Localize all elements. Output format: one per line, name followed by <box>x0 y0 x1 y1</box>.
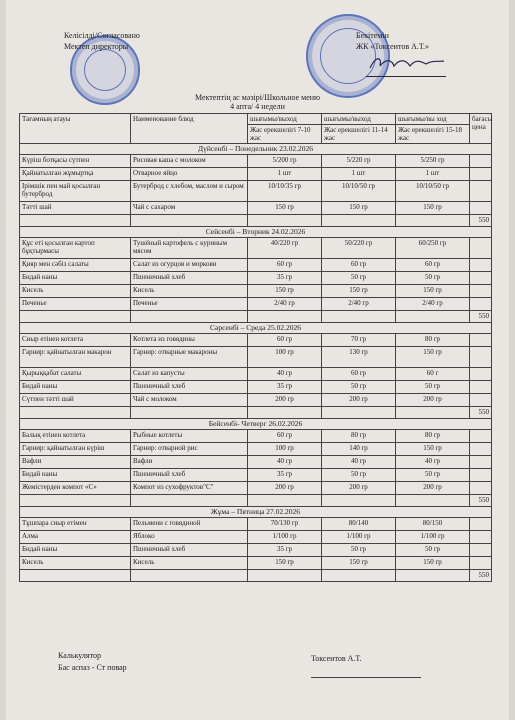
price-cell <box>470 347 492 368</box>
dish-name-ru: Гарнир: отварной рис <box>131 443 248 456</box>
portion-7-10: 150 гр <box>248 202 322 215</box>
dish-name-ru: Пшеничный хлеб <box>131 544 248 557</box>
price-cell <box>470 557 492 570</box>
empty-cell <box>20 570 131 582</box>
portion-11-14: 200 гр <box>322 394 396 407</box>
table-row <box>20 531 492 544</box>
portion-15-18: 50 гр <box>396 272 470 285</box>
portion-11-14: 1/100 гр <box>322 531 396 544</box>
portion-15-18: 5/250 гр <box>396 155 470 168</box>
total-row <box>20 495 492 507</box>
dish-name-ru: Рыбные котлеты <box>131 430 248 443</box>
portion-15-18: 10/10/50 гр <box>396 181 470 202</box>
dish-name-kz: Қияр мен сәбіз салаты <box>20 259 131 272</box>
document-title <box>6 93 509 111</box>
dish-name-ru: Чай с сахаром <box>131 202 248 215</box>
empty-cell <box>131 215 248 227</box>
portion-7-10: 10/10/35 гр <box>248 181 322 202</box>
dish-name-kz: Бидай наны <box>20 469 131 482</box>
menu-table <box>19 113 492 582</box>
dish-name-kz: Кисель <box>20 557 131 570</box>
portion-11-14: 150 гр <box>322 557 396 570</box>
price-cell <box>470 155 492 168</box>
table-row <box>20 381 492 394</box>
total-row <box>20 570 492 582</box>
portion-7-10: 200 гр <box>248 394 322 407</box>
header-output-1: шығымы/выход <box>248 114 322 125</box>
table-row <box>20 557 492 570</box>
dish-name-ru: Кисель <box>131 285 248 298</box>
portion-15-18: 150 гр <box>396 443 470 456</box>
dish-name-kz: Тұшпара сиыр етімен <box>20 518 131 531</box>
portion-11-14: 60 гр <box>322 259 396 272</box>
dish-name-kz: Сүтпен тәтті шай <box>20 394 131 407</box>
empty-cell <box>248 215 322 227</box>
portion-7-10: 60 гр <box>248 259 322 272</box>
portion-15-18: 50 гр <box>396 544 470 557</box>
portion-7-10: 35 гр <box>248 544 322 557</box>
table-row <box>20 285 492 298</box>
empty-cell <box>248 311 322 323</box>
table-row <box>20 368 492 381</box>
empty-cell <box>396 495 470 507</box>
portion-15-18: 150 гр <box>396 557 470 570</box>
day-total-price: 550 <box>470 311 492 323</box>
portion-15-18: 50 гр <box>396 381 470 394</box>
header-age-1: Жас ерекшелігі 7-10 жас <box>248 125 322 144</box>
table-row <box>20 202 492 215</box>
price-cell <box>470 544 492 557</box>
empty-cell <box>20 215 131 227</box>
portion-15-18: 200 гр <box>396 394 470 407</box>
dish-name-ru: Рисовая каша с молоком <box>131 155 248 168</box>
header-output-2: шығымы/выход <box>322 114 396 125</box>
dish-name-ru: Печенье <box>131 298 248 311</box>
price-cell <box>470 430 492 443</box>
table-row <box>20 347 492 368</box>
price-cell <box>470 469 492 482</box>
price-cell <box>470 334 492 347</box>
chef-label: Бас аспаз - Ст повар <box>58 663 127 672</box>
price-cell <box>470 238 492 259</box>
dish-name-kz: Тәтті шай <box>20 202 131 215</box>
empty-cell <box>322 311 396 323</box>
portion-7-10: 40 гр <box>248 368 322 381</box>
day-title: Сейсенбі – Вторник 24.02.2026 <box>20 227 492 238</box>
dish-name-ru: Отварное яйцо <box>131 168 248 181</box>
price-cell <box>470 368 492 381</box>
dish-name-ru: Кисель <box>131 557 248 570</box>
menu-sheet <box>6 0 509 720</box>
dish-name-ru: Гарнир: отварные макароны <box>131 347 248 368</box>
empty-cell <box>248 407 322 419</box>
day-total-price: 550 <box>470 215 492 227</box>
portion-7-10: 35 гр <box>248 469 322 482</box>
header-age-3: Жас ерекшелігі 15-18 жас <box>396 125 470 144</box>
day-header-row <box>20 419 492 430</box>
portion-7-10: 200 гр <box>248 482 322 495</box>
day-header-row <box>20 507 492 518</box>
day-title: Бейсенбі- Четверг 26.02.2026 <box>20 419 492 430</box>
approved-block <box>356 30 429 52</box>
table-row <box>20 544 492 557</box>
day-header-row <box>20 144 492 155</box>
empty-cell <box>131 407 248 419</box>
empty-cell <box>248 495 322 507</box>
portion-15-18: 1/100 гр <box>396 531 470 544</box>
portion-15-18: 40 гр <box>396 456 470 469</box>
portion-11-14: 70 гр <box>322 334 396 347</box>
dish-name-kz: Ірімшік пен май қосылған бутерброд <box>20 181 131 202</box>
portion-15-18: 80 гр <box>396 430 470 443</box>
price-cell <box>470 272 492 285</box>
portion-7-10: 1/100 гр <box>248 531 322 544</box>
portion-11-14: 50 гр <box>322 381 396 394</box>
portion-7-10: 40 гр <box>248 456 322 469</box>
empty-cell <box>322 407 396 419</box>
signature <box>366 58 446 77</box>
price-cell <box>470 381 492 394</box>
table-row <box>20 482 492 495</box>
portion-15-18: 60 г <box>396 368 470 381</box>
empty-cell <box>20 407 131 419</box>
portion-11-14: 140 гр <box>322 443 396 456</box>
footer-signature-line <box>311 677 421 678</box>
empty-cell <box>396 311 470 323</box>
price-cell <box>470 531 492 544</box>
portion-11-14: 150 гр <box>322 202 396 215</box>
title-line-1: Мектептің ас мәзірі/Школьное меню <box>194 93 321 102</box>
total-row <box>20 215 492 227</box>
portion-11-14: 130 гр <box>322 347 396 368</box>
dish-name-ru: Вафли <box>131 456 248 469</box>
empty-cell <box>396 407 470 419</box>
portion-11-14: 50 гр <box>322 272 396 285</box>
dish-name-ru: Компот из сухофруктов"С" <box>131 482 248 495</box>
price-cell <box>470 259 492 272</box>
day-total-price: 550 <box>470 495 492 507</box>
portion-11-14: 5/220 гр <box>322 155 396 168</box>
dish-name-kz: Бидай наны <box>20 544 131 557</box>
portion-11-14: 80/140 <box>322 518 396 531</box>
portion-7-10: 70/130 гр <box>248 518 322 531</box>
portion-7-10: 35 гр <box>248 272 322 285</box>
dish-name-ru: Салат из огурцов и моркови <box>131 259 248 272</box>
agreed-block <box>64 30 140 52</box>
dish-name-kz: Вафли <box>20 456 131 469</box>
table-row <box>20 168 492 181</box>
table-row <box>20 181 492 202</box>
table-row <box>20 394 492 407</box>
dish-name-kz: Қайнатылған жұмыртқа <box>20 168 131 181</box>
header-name-ru: Наименование блюд <box>131 114 248 144</box>
dish-name-ru: Пшеничный хлеб <box>131 272 248 285</box>
table-row <box>20 456 492 469</box>
portion-11-14: 50/220 гр <box>322 238 396 259</box>
portion-15-18: 150 гр <box>396 285 470 298</box>
table-row <box>20 334 492 347</box>
portion-15-18: 50 гр <box>396 469 470 482</box>
portion-15-18: 60 гр <box>396 259 470 272</box>
price-cell <box>470 298 492 311</box>
portion-11-14: 2/40 гр <box>322 298 396 311</box>
header-age-2: Жас ерекшелігі 11-14 жас <box>322 125 396 144</box>
dish-name-kz: Бидай наны <box>20 381 131 394</box>
empty-cell <box>131 311 248 323</box>
price-cell <box>470 518 492 531</box>
empty-cell <box>322 495 396 507</box>
price-cell <box>470 168 492 181</box>
table-header-row <box>20 114 492 125</box>
day-title: Сәрсенбі – Среда 25.02.2026 <box>20 323 492 334</box>
portion-7-10: 2/40 гр <box>248 298 322 311</box>
empty-cell <box>20 311 131 323</box>
calculator-label: Калькулятор <box>58 651 101 660</box>
agreed-label: Келісілді/Согласовано <box>64 31 140 40</box>
portion-7-10: 1 шт <box>248 168 322 181</box>
portion-15-18: 80 гр <box>396 334 470 347</box>
table-row <box>20 298 492 311</box>
portion-15-18: 150 гр <box>396 202 470 215</box>
dish-name-ru: Чай с молоком <box>131 394 248 407</box>
empty-cell <box>131 570 248 582</box>
dish-name-kz: Күріш ботқасы сүтпен <box>20 155 131 168</box>
dish-name-kz: Печенье <box>20 298 131 311</box>
table-row <box>20 272 492 285</box>
price-cell <box>470 443 492 456</box>
day-header-row <box>20 323 492 334</box>
empty-cell <box>20 495 131 507</box>
portion-11-14: 10/10/50 гр <box>322 181 396 202</box>
portion-7-10: 60 гр <box>248 430 322 443</box>
dish-name-ru: Котлета из говядины <box>131 334 248 347</box>
portion-15-18: 150 гр <box>396 347 470 368</box>
approved-label: Бекітемін <box>356 31 389 40</box>
dish-name-kz: Балық етінен котлета <box>20 430 131 443</box>
total-row <box>20 407 492 419</box>
portion-7-10: 35 гр <box>248 381 322 394</box>
price-cell <box>470 202 492 215</box>
price-cell <box>470 482 492 495</box>
portion-7-10: 150 гр <box>248 285 322 298</box>
portion-7-10: 60 гр <box>248 334 322 347</box>
header-output-3: шығымы/вы ход <box>396 114 470 125</box>
dish-name-ru: Яблоко <box>131 531 248 544</box>
title-line-2: 4 апта/ 4 недели <box>230 102 285 111</box>
dish-name-kz: Алма <box>20 531 131 544</box>
portion-7-10: 150 гр <box>248 557 322 570</box>
director-label: Мектеп директоры <box>64 42 129 51</box>
dish-name-ru: Салат из капусты <box>131 368 248 381</box>
dish-name-kz: Гарнир: қайнатылған күріш <box>20 443 131 456</box>
portion-11-14: 80 гр <box>322 430 396 443</box>
table-row <box>20 259 492 272</box>
portion-15-18: 80/150 <box>396 518 470 531</box>
total-row <box>20 311 492 323</box>
day-title: Жұма – Пятница 27.02.2026 <box>20 507 492 518</box>
dish-name-kz: Бидай наны <box>20 272 131 285</box>
table-row <box>20 238 492 259</box>
dish-name-ru: Пшеничный хлеб <box>131 469 248 482</box>
portion-7-10: 40/220 гр <box>248 238 322 259</box>
dish-name-kz: Кисель <box>20 285 131 298</box>
portion-15-18: 1 шт <box>396 168 470 181</box>
empty-cell <box>396 570 470 582</box>
company-label: ЖК «Токсеитов А.Т.» <box>356 42 429 51</box>
portion-11-14: 50 гр <box>322 544 396 557</box>
empty-cell <box>248 570 322 582</box>
day-title: Дүйсенбі – Понедельник 23.02.2026 <box>20 144 492 155</box>
dish-name-kz: Жемістерден компот «С» <box>20 482 131 495</box>
dish-name-ru: Бутерброд с хлебом, маслом и сыром <box>131 181 248 202</box>
portion-11-14: 200 гр <box>322 482 396 495</box>
price-cell <box>470 394 492 407</box>
header-name-kz: Тағамның атауы <box>20 114 131 144</box>
header-price: бағасы цена <box>470 114 492 144</box>
portion-15-18: 200 гр <box>396 482 470 495</box>
price-cell <box>470 456 492 469</box>
table-row <box>20 430 492 443</box>
table-row <box>20 443 492 456</box>
portion-7-10: 100 гр <box>248 347 322 368</box>
portion-7-10: 100 гр <box>248 443 322 456</box>
portion-15-18: 2/40 гр <box>396 298 470 311</box>
empty-cell <box>396 215 470 227</box>
table-row <box>20 469 492 482</box>
day-total-price: 550 <box>470 407 492 419</box>
portion-11-14: 40 гр <box>322 456 396 469</box>
portion-11-14: 1 шт <box>322 168 396 181</box>
portion-11-14: 50 гр <box>322 469 396 482</box>
portion-15-18: 60/250 гр <box>396 238 470 259</box>
portion-11-14: 60 гр <box>322 368 396 381</box>
footer-signatory: Токсеитов А.Т. <box>311 654 362 663</box>
portion-11-14: 150 гр <box>322 285 396 298</box>
dish-name-ru: Пшеничный хлеб <box>131 381 248 394</box>
price-cell <box>470 285 492 298</box>
dish-name-ru: Тушёный картофель с куриным мясом <box>131 238 248 259</box>
price-cell <box>470 181 492 202</box>
dish-name-kz: Гарнир: қайнатылған макарон <box>20 347 131 368</box>
empty-cell <box>322 215 396 227</box>
empty-cell <box>322 570 396 582</box>
table-row <box>20 155 492 168</box>
table-row <box>20 518 492 531</box>
dish-name-kz: Құс еті қосылған картоп бұқтырмасы <box>20 238 131 259</box>
dish-name-kz: Сиыр етінен котлета <box>20 334 131 347</box>
empty-cell <box>131 495 248 507</box>
dish-name-ru: Пельмени с говядиной <box>131 518 248 531</box>
day-header-row <box>20 227 492 238</box>
day-total-price: 550 <box>470 570 492 582</box>
portion-7-10: 5/200 гр <box>248 155 322 168</box>
footer-left <box>58 650 127 674</box>
dish-name-kz: Қырыққабат салаты <box>20 368 131 381</box>
